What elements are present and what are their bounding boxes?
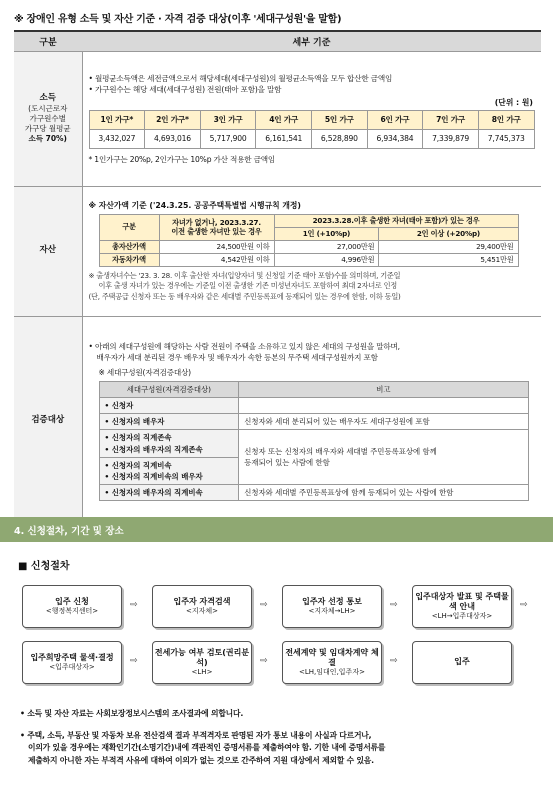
procedure-step: [282, 641, 382, 684]
criteria-table: [14, 30, 541, 527]
page-title: ※ 장애인 유형 소득 및 자산 기준 · 자격 검증 대상(이후 '세대구성원'을 말함): [14, 14, 342, 25]
income-note: * 1인가구는 20%p, 2인가구는 10%p 가산 적용한 금액임: [88, 154, 276, 164]
asset-criteria: [82, 186, 541, 316]
procedure-step-org: <LH,임대인,입주자>: [299, 668, 365, 677]
procedure-step-label: 입주자 자격검색: [173, 596, 231, 606]
income-header-cell: 1인 가구*: [89, 110, 145, 129]
member-note: 신청자와 세대별 주민등록표상에 함께 등재되어 있는 사람에 한함: [239, 484, 528, 500]
procedure-step: [282, 585, 382, 628]
income-header-cell: 2인 가구*: [145, 110, 201, 129]
asset-row-value: 24,500만원 이하: [159, 240, 274, 253]
member-item: • 신청자: [99, 398, 239, 414]
procedure-step-label: 입주: [454, 657, 470, 667]
flow-arrow-icon: ⇨: [390, 656, 398, 666]
income-sub-4: 소득 70%): [28, 134, 67, 144]
income-value-cell: 6,161,541: [256, 129, 312, 148]
flow-arrow-icon: ⇨: [260, 600, 268, 610]
procedure-step: [22, 585, 122, 628]
income-header-cell: 7인 가구: [423, 110, 479, 129]
income-value-cell: 5,717,900: [200, 129, 256, 148]
member-item: • 신청자의 배우자: [99, 414, 239, 430]
income-value-cell: 7,745,373: [478, 129, 534, 148]
member-item: • 신청자의 배우자의 직계비속: [99, 484, 239, 500]
asset-h-col2b: 2인 이상 (+20%p): [379, 227, 518, 240]
income-header-cell: 5인 가구: [312, 110, 368, 129]
flow-arrow-icon: ⇨: [130, 656, 138, 666]
income-label: 소득: [39, 92, 56, 103]
income-bullet-1: • 월평균소득액은 세전금액으로서 해당세대(세대구성원)의 월평균소득액을 모두 합산한 금액임: [88, 73, 393, 83]
procedure-step-label: 전세가능 여부 검토(권리분석): [154, 647, 250, 667]
footer-note-1: • 소득 및 자산 자료는 사회보장정보시스템의 조사결과에 의합니다.: [20, 709, 244, 718]
members-h-member: 세대구성원(자격검증대상): [99, 382, 239, 398]
asset-heading: ※ 자산가액 기준 ('24.3.25. 공공주택특별법 시행규칙 개정): [88, 200, 301, 210]
verify-criteria: [82, 316, 541, 526]
asset-h-col2a: 1인 (+10%p): [274, 227, 379, 240]
asset-note-3: (단, 주택공급 신청자 또는 동 배우자와 같은 세대별 주민등록표에 등재되어 있는 경우에 한함, 이하 동일): [88, 291, 401, 301]
procedure-step-org: <행정복지센터>: [45, 607, 99, 616]
procedure-step-label: 입주대상자 발표 및 주택물색 안내: [415, 591, 509, 611]
asset-note-1: ※ 출생자녀수는 '23. 3. 28. 이후 출산한 자녀(입양자녀 및 신청일 기준 태아 포함)수를 의미하며, 기준일: [88, 270, 401, 280]
procedure-step-org: <LH→입주대상자>: [431, 612, 493, 621]
asset-h-col1: [159, 214, 274, 240]
column-header-criteria: 세부 기준: [82, 31, 541, 51]
footer-note-2-line-2: 이의가 있을 경우에는 재확인기간(소명기간)내에 객관적인 증명서류를 제출하여야 함. 기한 내에 증명서류를: [28, 743, 386, 753]
income-grid: [89, 110, 535, 149]
members-h-note: 비고: [239, 382, 528, 398]
asset-h-col1-line2: 이전 출생한 자녀만 있는 경우: [171, 227, 262, 237]
asset-h-category: 구분: [99, 214, 159, 240]
footer-note-2: [20, 730, 540, 767]
member-note-line-1: 신청자 또는 신청자의 배우자와 세대별 주민등록표상에 함께: [244, 447, 437, 456]
asset-note-2: 이후 출생 자녀가 있는 경우에는 기준일 이전 출생한 기존 미성년자녀도 포함하여 최대 2자녀로 인정: [98, 281, 398, 291]
procedure-step-label: 입주자 선정 통보: [302, 596, 362, 606]
income-header-cell: 8인 가구: [478, 110, 534, 129]
verify-sub-heading: ※ 세대구성원(자격검증대상): [98, 368, 191, 378]
member-note-line-2: 등재되어 있는 사람에 한함: [244, 458, 330, 468]
flow-arrow-icon: ⇨: [130, 600, 138, 610]
procedure-step: [412, 641, 512, 684]
income-unit: (단위 : 원): [494, 97, 533, 107]
income-value-cell: 7,339,879: [423, 129, 479, 148]
income-category: [14, 51, 82, 186]
asset-h-col1-line1: 자녀가 없거나, 2023.3.27.: [172, 217, 261, 227]
procedure-step-org: <지자체>: [185, 607, 219, 616]
procedure-step-label: 입주희망주택 물색·결정: [30, 652, 114, 662]
procedure-step-org: <LH>: [191, 668, 213, 677]
asset-row-value: 4,996만원: [274, 253, 379, 266]
income-header-cell: 4인 가구: [256, 110, 312, 129]
flow-arrow-icon: ⇨: [390, 600, 398, 610]
income-sub-3: 가구당 월평균: [24, 124, 71, 134]
asset-category: 자산: [14, 186, 82, 316]
income-header-cell: 6인 가구: [367, 110, 423, 129]
procedure-step: [22, 641, 122, 684]
income-sub-2: 가구원수별: [29, 114, 66, 124]
income-sub-1: (도시근로자: [28, 103, 68, 113]
asset-row-value: 4,542만원 이하: [159, 253, 274, 266]
asset-row-name: 자동차가액: [99, 253, 159, 266]
asset-grid: [99, 214, 519, 267]
member-item: • 신청자의 배우자의 직계존속: [104, 444, 203, 454]
member-note: [239, 398, 528, 414]
footer-note-2-line-3: 제출하지 아니한 자는 부적격 사유에 대하여 이의가 없는 것으로 간주하여 지원 대상에서 제외할 수 있음.: [28, 755, 374, 765]
asset-h-col2: 2023.3.28.이후 출생한 자녀(태아 포함)가 있는 경우: [274, 214, 518, 227]
members-table: [99, 381, 529, 501]
column-header-category: 구분: [14, 31, 82, 51]
income-value-cell: 3,432,027: [89, 129, 145, 148]
member-item: • 신청자의 직계비속의 배우자: [104, 471, 203, 481]
income-criteria: [82, 51, 541, 186]
income-value-cell: 6,934,384: [367, 129, 423, 148]
flow-arrow-icon: ⇨: [520, 600, 528, 610]
verify-bullet-1: • 아래의 세대구성원에 해당하는 사람 전원이 주택을 소유하고 있지 않은 세대의 구성원을 말하며,: [88, 342, 400, 352]
member-item-group: [99, 430, 239, 457]
member-item-group: [99, 457, 239, 484]
procedure-step: [152, 641, 252, 684]
footer-note-2-line-1: • 주택, 소득, 부동산 및 자동차 보유 전산검색 결과 부적격자로 판명된 자가 통보 내용이 사실과 다르거나,: [20, 731, 372, 740]
member-item: • 신청자의 직계존속: [104, 433, 172, 443]
income-header-cell: 3인 가구: [200, 110, 256, 129]
member-item: • 신청자의 직계비속: [104, 460, 172, 470]
procedure-step-label: 전세계약 및 임대차계약 체결: [285, 647, 379, 667]
member-note: [239, 430, 528, 484]
verify-category: 검증대상: [14, 316, 82, 526]
procedure-step-org: <지자체→LH>: [308, 607, 356, 616]
section-4-header: 4. 신청절차, 기간 및 장소: [0, 517, 553, 542]
asset-row-value: 29,400만원: [379, 240, 518, 253]
income-value-cell: 6,528,890: [312, 129, 368, 148]
asset-row-name: 총자산가액: [99, 240, 159, 253]
procedure-title: ■ 신청절차: [18, 561, 70, 572]
verify-bullet-2: 배우자가 세대 분리된 경우 배우자 및 배우자가 속한 등본의 무주택 세대구성원까지 포함: [96, 353, 378, 363]
asset-row-value: 5,451만원: [379, 253, 518, 266]
procedure-step: [412, 585, 512, 628]
procedure-step-org: <입주대상자>: [49, 663, 95, 672]
income-bullet-2: • 가구원수는 해당 세대(세대구성원) 전원(태아 포함)을 말함: [88, 84, 282, 94]
member-note: 신청자와 세대 분리되어 있는 배우자도 세대구성원에 포함: [239, 414, 528, 430]
procedure-step: [152, 585, 252, 628]
asset-row-value: 27,000만원: [274, 240, 379, 253]
procedure-step-label: 입주 신청: [55, 596, 89, 606]
income-value-cell: 4,693,016: [145, 129, 201, 148]
flow-arrow-icon: ⇨: [260, 656, 268, 666]
